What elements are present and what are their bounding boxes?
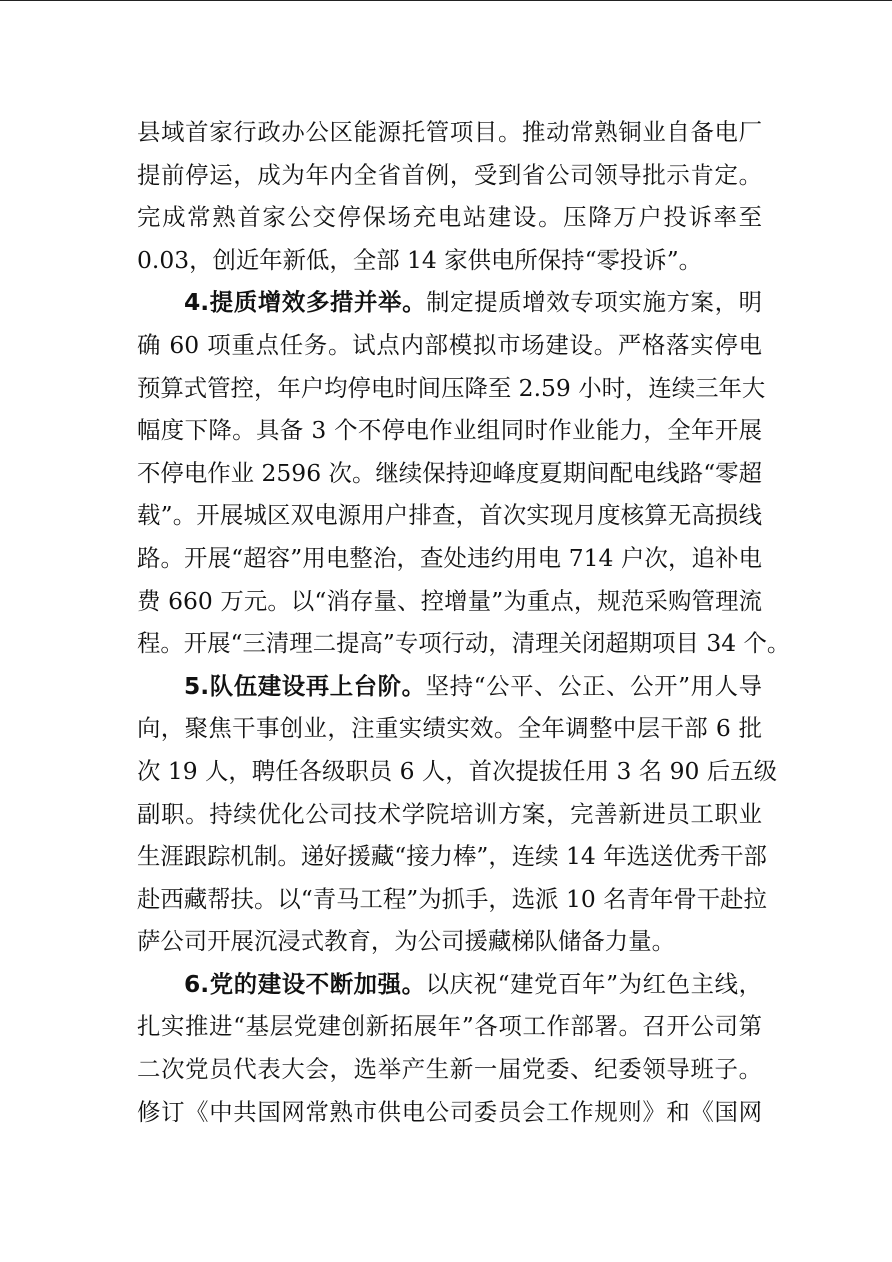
text-line: 幅度下降。具备 3 个不停电作业组同时作业能力，全年开展 bbox=[137, 416, 762, 445]
text-line: 费 660 万元。以“消存量、控增量”为重点，规范采购管理流 bbox=[137, 586, 762, 615]
text-span: 制定提质增效专项实施方案，明 bbox=[426, 288, 762, 317]
text-line: 次 19 人，聘任各级职员 6 人，首次提拔任用 3 名 90 后五级 bbox=[137, 756, 777, 785]
text-line: 向，聚焦干事创业，注重实绩实效。全年调整中层干部 6 批 bbox=[137, 714, 762, 743]
text-line: 提前停运，成为年内全省首例，受到省公司领导批示肯定。 bbox=[137, 160, 762, 189]
paragraph-4-first-line bbox=[137, 281, 762, 324]
body-text bbox=[137, 111, 791, 1133]
text-span: 坚持“公平、公正、公开”用人导 bbox=[425, 671, 762, 700]
text-line: 生涯跟踪机制。递好援藏“接力棒”，连续 14 年选送优秀干部 bbox=[137, 842, 767, 871]
paragraph-5-first-line bbox=[137, 665, 762, 708]
section-heading-5: 5.队伍建设再上台阶。 bbox=[184, 671, 426, 700]
text-line: 程。开展“三清理二提高”专项行动，清理关闭超期项目 34 个。 bbox=[137, 629, 791, 658]
section-heading-6: 6.党的建设不断加强。 bbox=[184, 969, 426, 998]
text-line: 县域首家行政办公区能源托管项目。推动常熟铜业自备电厂 bbox=[137, 118, 762, 146]
text-line: 0.03，创近年新低，全部 14 家供电所保持“零投诉”。 bbox=[137, 245, 703, 274]
text-line: 预算式管控，年户均停电时间压降至 2.59 小时，连续三年大 bbox=[137, 373, 766, 402]
text-line: 确 60 项重点任务。试点内部模拟市场建设。严格落实停电 bbox=[137, 330, 762, 359]
text-line: 路。开展“超容”用电整治，查处违约用电 714 户次，追补电 bbox=[137, 543, 762, 572]
text-line: 二次党员代表大会，选举产生新一届党委、纪委领导班子。 bbox=[137, 1055, 762, 1084]
text-line: 载”。开展城区双电源用户排查，首次实现月度核算无高损线 bbox=[137, 501, 762, 530]
text-line: 赴西藏帮扶。以“青马工程”为抓手，选派 10 名青年骨干赴拉 bbox=[137, 884, 767, 913]
paragraph-6-first-line bbox=[137, 963, 762, 1006]
text-line: 完成常熟首家公交停保场充电站建设。压降万户投诉率至 bbox=[137, 203, 762, 232]
section-heading-4: 4.提质增效多措并举。 bbox=[184, 288, 427, 317]
text-span: 以庆祝“建党百年”为红色主线， bbox=[425, 969, 762, 998]
text-line: 扎实推进“基层党建创新拓展年”各项工作部署。召开公司第 bbox=[137, 1012, 762, 1041]
text-line: 修订《中共国网常熟市供电公司委员会工作规则》和《国网 bbox=[137, 1097, 762, 1126]
text-line: 副职。持续优化公司技术学院培训方案，完善新进员工职业 bbox=[137, 799, 762, 828]
text-line: 萨公司开展沉浸式教育，为公司援藏梯队储备力量。 bbox=[137, 927, 675, 956]
text-line: 不停电作业 2596 次。继续保持迎峰度夏期间配电线路“零超 bbox=[137, 458, 762, 487]
